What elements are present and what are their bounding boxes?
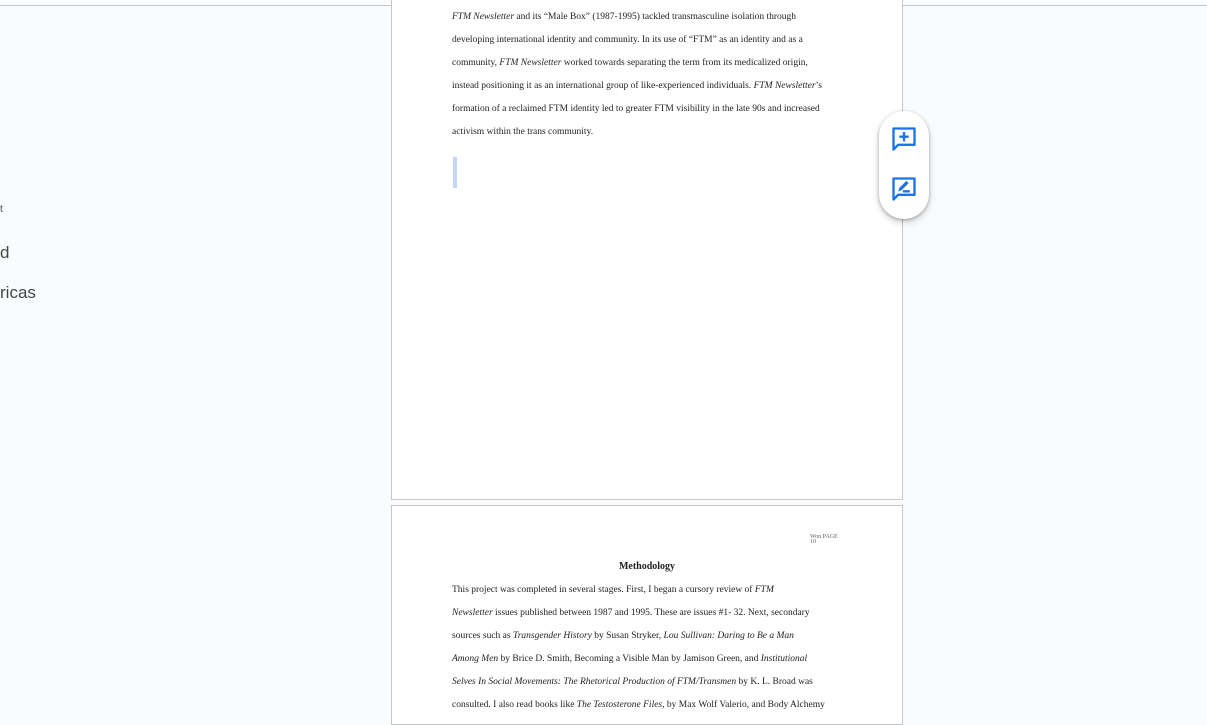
text-run: by Brice D. Smith, Becoming a Visible Man by Jamison Green, and — [498, 654, 761, 664]
text-line — [452, 126, 593, 138]
text-run: activism within the trans community. — [452, 127, 594, 137]
text-line — [452, 34, 803, 46]
text-line — [452, 653, 807, 665]
text-line — [452, 630, 794, 642]
text-run: community, — [452, 58, 500, 68]
text-run: formation of a reclaimed FTM identity led to greater FTM visibility in the late 90s and increased — [452, 104, 820, 114]
italic-text: Institutional — [760, 654, 808, 664]
add-comment-icon — [890, 125, 918, 153]
text-run: instead positioning it as an international group of like-experienced individuals. — [452, 81, 754, 91]
italic-text: FTM Newsletter — [452, 12, 515, 22]
text-run: worked towards separating the term from its medicalized origin, — [561, 58, 808, 68]
section-heading: Methodology — [618, 561, 676, 572]
italic-text: Lou Sullivan: Daring to Be a Man — [663, 631, 794, 641]
italic-text: The Testosterone Files — [576, 700, 663, 710]
text-line — [452, 699, 825, 711]
text-line — [452, 80, 822, 92]
text-run: This project was completed in several stages. First, I began a cursory review of — [452, 585, 755, 595]
document-page[interactable] — [391, 505, 903, 725]
floating-comment-toolbar — [879, 111, 929, 219]
text-line — [452, 607, 810, 619]
text-line — [452, 584, 774, 596]
text-run: developing international identity and community. In its use of “FTM” as an identity and as a — [452, 35, 803, 45]
text-line — [452, 11, 796, 23]
text-line — [452, 676, 813, 688]
text-run: sources such as — [452, 631, 513, 641]
outline-item[interactable]: t — [0, 204, 3, 215]
italic-text: Newsletter — [452, 608, 493, 618]
italic-text: FTM Newsletter — [499, 58, 562, 68]
suggest-edit-icon — [890, 175, 918, 203]
italic-text: FTM Newsletter — [753, 81, 816, 91]
text-run: , by Max Wolf Valerio, and Body Alchemy — [662, 700, 825, 710]
outline-item[interactable]: d — [0, 243, 10, 262]
document-page[interactable] — [391, 0, 903, 500]
page-header-mark: Won PAGE 10 — [810, 534, 838, 545]
outline-item[interactable]: ricas — [0, 283, 36, 302]
text-line — [452, 57, 808, 69]
text-run: consulted. I also read books like — [452, 700, 577, 710]
italic-text: Among Men — [452, 654, 499, 664]
text-run: and its “Male Box” (1987-1995) tackled transmasculine isolation through — [514, 12, 797, 22]
text-run: ’s — [815, 81, 822, 91]
text-run: by Susan Stryker, — [591, 631, 664, 641]
text-cursor — [453, 157, 457, 188]
italic-text: Transgender History — [512, 631, 592, 641]
text-run: issues published between 1987 and 1995. These are issues #1- 32. Next, secondary — [492, 608, 810, 618]
text-line — [452, 103, 820, 115]
text-run: by K. L. Broad was — [736, 677, 813, 687]
suggest-edit-button[interactable] — [888, 173, 920, 205]
add-comment-button[interactable] — [888, 123, 920, 155]
italic-text: FTM — [754, 585, 774, 595]
italic-text: Selves In Social Movements: The Rhetorical Production of FTM/Transmen — [452, 677, 737, 687]
